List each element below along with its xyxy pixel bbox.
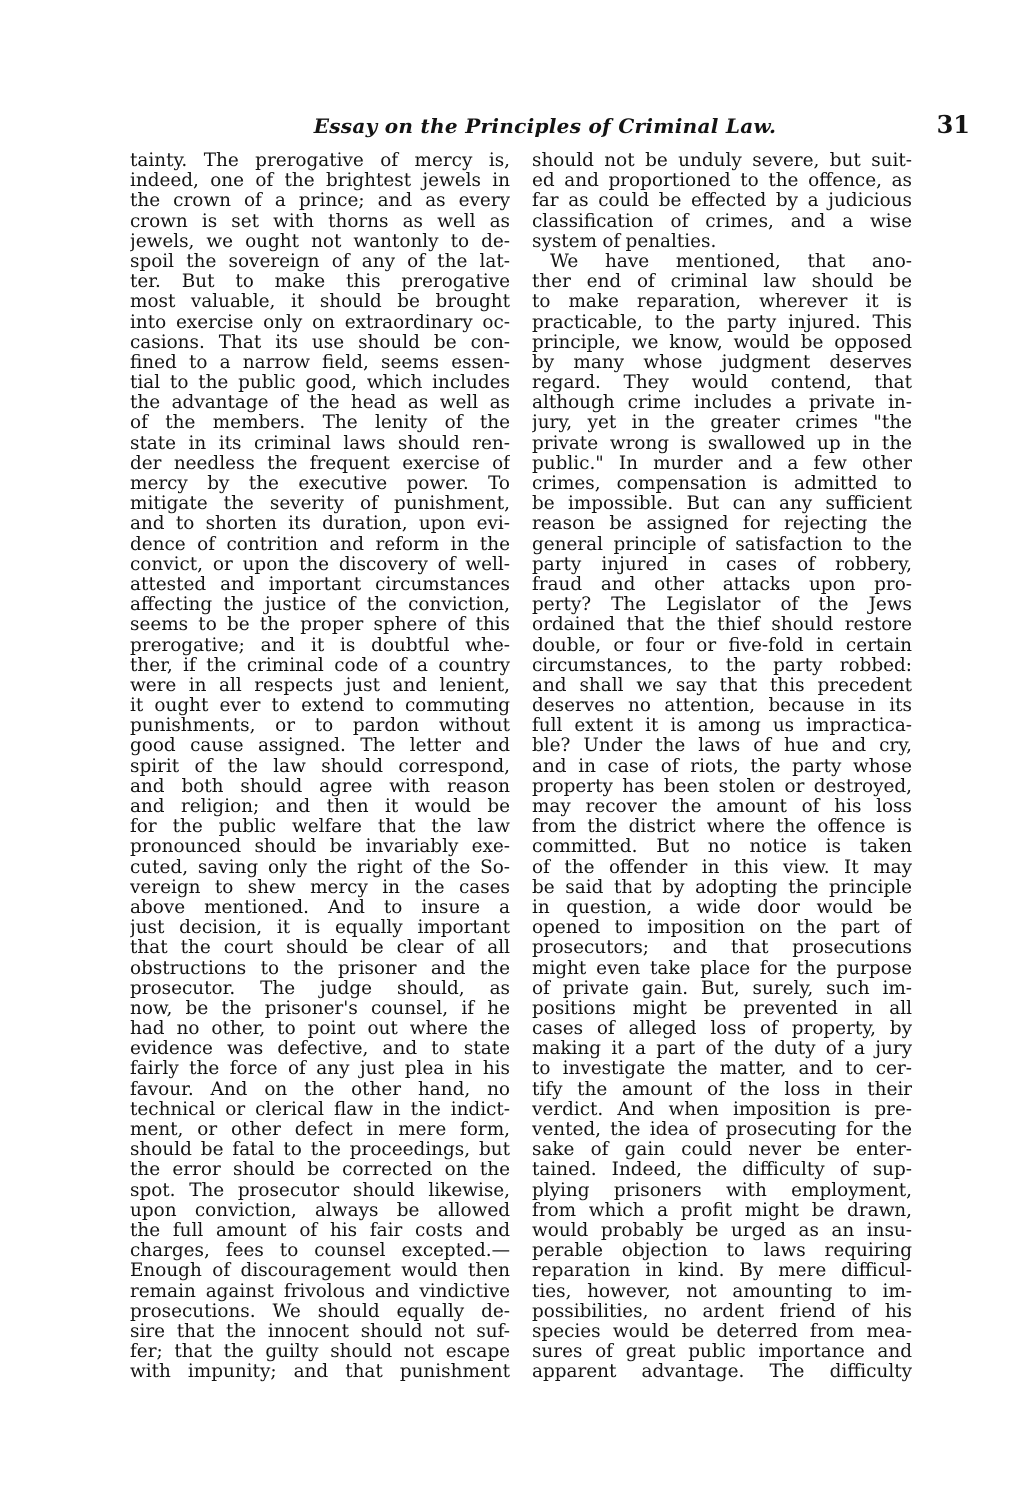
text-line: ment, or other defect in mere form, [130, 1120, 510, 1140]
text-line: now, be the prisoner's counsel, if he [130, 998, 510, 1019]
text-line: punishments, or to pardon without [130, 716, 510, 737]
text-line: perty? The Legislator of the Jews [532, 595, 912, 616]
text-line: jury, yet in the greater crimes "the [532, 413, 912, 434]
text-line: species would be deterred from mea- [532, 1321, 912, 1342]
text-line: ther end of criminal law should be [532, 272, 912, 293]
text-line: should not be unduly severe, but suit- [532, 151, 912, 171]
text-line: vented, the idea of prosecuting for the [532, 1120, 912, 1140]
text-line: and religion; and then it would be [130, 797, 510, 817]
text-line: cases of alleged loss of property, by [532, 1019, 912, 1040]
text-line: vereign to shew mercy in the cases [130, 877, 510, 898]
text-line: to make reparation, wherever it is [532, 292, 912, 313]
text-line: property has been stolen or destroyed, [532, 776, 912, 797]
text-line: sake of gain could never be enter- [532, 1140, 912, 1161]
text-line: should be fatal to the proceedings, but [130, 1140, 510, 1161]
text-line: remain against frivolous and vindictive [130, 1281, 510, 1302]
text-line: far as could be effected by a judicious [532, 191, 912, 212]
text-line: seems to be the proper sphere of this [130, 615, 510, 636]
text-line: just decision, it is equally important [130, 918, 510, 939]
text-line: committed. But no notice is taken [532, 837, 912, 858]
page-number: 31 [936, 110, 970, 139]
text-line: convict, or upon the discovery of well- [130, 554, 510, 575]
text-line: prosecutors; and that prosecutions [532, 938, 912, 959]
text-line: Enough of discouragement would then [130, 1261, 510, 1282]
text-line: above mentioned. And to insure a [130, 897, 510, 918]
text-line: to investigate the matter, and to cer- [532, 1059, 912, 1080]
text-line: indeed, one of the brightest jewels in [130, 171, 510, 192]
text-line: casions. That its use should be con- [130, 332, 510, 353]
text-line: positions might be prevented in all [532, 998, 912, 1019]
text-line: of private gain. But, surely, such im- [532, 978, 912, 999]
text-line: may recover the amount of his loss [532, 797, 912, 817]
text-line: the error should be corrected on the [130, 1160, 510, 1181]
text-line: into exercise only on extraordinary oc- [130, 312, 510, 333]
text-line: most valuable, it should be brought [130, 292, 510, 313]
text-line: state in its criminal laws should ren- [130, 433, 510, 454]
text-line: full extent it is among us impractica- [532, 716, 912, 737]
text-line: prosecutions. We should equally de- [130, 1301, 510, 1322]
text-line: by many whose judgment deserves [532, 352, 912, 373]
running-title: Essay on the Principles of Criminal Law. [313, 114, 777, 138]
text-line: had no other, to point out where the [130, 1019, 510, 1040]
text-line: sures of great public importance and [532, 1342, 912, 1363]
left-text-column [130, 151, 510, 1421]
text-line: private wrong is swallowed up in the [532, 433, 912, 454]
text-line: regard. They would contend, that [532, 373, 912, 394]
text-line: perable objection to laws requiring [532, 1241, 912, 1262]
text-line: obstructions to the prisoner and the [130, 958, 510, 979]
text-line: good cause assigned. The letter and [130, 736, 510, 757]
text-line: deserves no attention, because in its [532, 696, 912, 717]
text-line: double, or four or five-fold in certain [532, 635, 912, 656]
text-line: would probably be urged as an insu- [532, 1220, 912, 1241]
text-line: cuted, saving only the right of the So- [130, 857, 510, 878]
text-line: from which a profit might be drawn, [532, 1200, 912, 1221]
text-line: ed and proportioned to the offence, as [532, 171, 912, 192]
text-line: tainty. The prerogative of mercy is, [130, 151, 510, 171]
text-line: party injured in cases of robbery, [532, 554, 912, 575]
text-line: ties, however, not amounting to im- [532, 1281, 912, 1302]
text-line: general principle of satisfaction to the [532, 534, 912, 555]
text-line: practicable, to the party injured. This [532, 312, 912, 333]
text-line: fined to a narrow field, seems essen- [130, 352, 510, 373]
text-line: crown is set with thorns as well as [130, 211, 510, 232]
text-line: and both should agree with reason [130, 776, 510, 797]
text-line: affecting the justice of the conviction, [130, 595, 510, 616]
text-line: fer; that the guilty should not escape [130, 1342, 510, 1363]
text-line: spirit of the law should correspond, [130, 756, 510, 777]
text-line: crimes, compensation is admitted to [532, 474, 912, 494]
text-line: circumstances, to the party robbed: [532, 655, 912, 676]
text-line: apparent advantage. The difficulty [532, 1362, 912, 1383]
text-line: be said that by adopting the principle [532, 877, 912, 898]
text-line: charges, fees to counsel excepted.— [130, 1241, 510, 1262]
text-line: der needless the frequent exercise of [130, 453, 510, 474]
text-line: jewels, we ought not wantonly to de- [130, 231, 510, 252]
text-line: ble? Under the laws of hue and cry, [532, 736, 912, 757]
text-line: the advantage of the head as well as [130, 393, 510, 414]
text-line: be impossible. But can any sufficient [532, 494, 912, 515]
text-line: making it a part of the duty of a jury [532, 1039, 912, 1060]
text-line: for the public welfare that the law [130, 817, 510, 838]
text-line: pronounced should be invariably exe- [130, 837, 510, 858]
text-line: although crime includes a private in- [532, 393, 912, 414]
page-header [140, 110, 970, 150]
text-line: ter. But to make this prerogative [130, 272, 510, 293]
text-line: ordained that the thief should restore [532, 615, 912, 636]
text-line: fairly the force of any just plea in his [130, 1059, 510, 1080]
text-line: dence of contrition and reform in the [130, 534, 510, 555]
text-line: opened to imposition on the part of [532, 918, 912, 939]
text-line: tained. Indeed, the difficulty of sup- [532, 1160, 912, 1181]
text-line: possibilities, no ardent friend of his [532, 1301, 912, 1322]
text-line: that the court should be clear of all [130, 938, 510, 959]
text-line: prerogative; and it is doubtful whe- [130, 635, 510, 656]
right-text-column [532, 151, 912, 1421]
text-line: tial to the public good, which includes [130, 373, 510, 394]
text-line: prosecutor. The judge should, as [130, 978, 510, 999]
text-line: mitigate the severity of punishment, [130, 494, 510, 515]
text-line: upon conviction, always be allowed [130, 1200, 510, 1221]
text-line: classification of crimes, and a wise [532, 211, 912, 232]
text-line: were in all respects just and lenient, [130, 675, 510, 696]
text-line: fraud and other attacks upon pro- [532, 574, 912, 595]
text-line: We have mentioned, that ano- [550, 251, 912, 272]
text-line: and in case of riots, the party whose [532, 756, 912, 777]
text-line: it ought ever to extend to commuting [130, 696, 510, 717]
text-line: ther, if the criminal code of a country [130, 655, 510, 676]
text-line: and to shorten its duration, upon evi- [130, 514, 510, 535]
text-line: public." In murder and a few other [532, 453, 912, 474]
text-line: and shall we say that this precedent [532, 675, 912, 696]
text-line: from the district where the offence is [532, 817, 912, 838]
text-line: technical or clerical flaw in the indict- [130, 1099, 510, 1120]
text-line: the full amount of his fair costs and [130, 1220, 510, 1241]
text-line: with impunity; and that punishment [130, 1362, 510, 1383]
text-line: tify the amount of the loss in their [532, 1079, 912, 1100]
text-line: evidence was defective, and to state [130, 1039, 510, 1060]
text-line: spoil the sovereign of any of the lat- [130, 251, 510, 272]
text-line: reason be assigned for rejecting the [532, 514, 912, 535]
text-line: favour. And on the other hand, no [130, 1079, 510, 1100]
text-line: mercy by the executive power. To [130, 474, 510, 494]
text-line: system of penalties. [532, 231, 717, 252]
text-line: principle, we know, would be opposed [532, 332, 912, 353]
text-line: in question, a wide door would be [532, 897, 912, 918]
text-line: might even take place for the purpose [532, 958, 912, 979]
text-line: of the members. The lenity of the [130, 413, 510, 434]
text-line: reparation in kind. By mere difficul- [532, 1261, 912, 1282]
text-line: attested and important circumstances [130, 574, 510, 595]
text-line: sire that the innocent should not suf- [130, 1321, 510, 1342]
text-line: plying prisoners with employment, [532, 1180, 912, 1201]
text-line: the crown of a prince; and as every [130, 191, 510, 212]
text-line: verdict. And when imposition is pre- [532, 1099, 912, 1120]
text-line: spot. The prosecutor should likewise, [130, 1180, 510, 1201]
text-line: of the offender in this view. It may [532, 857, 912, 878]
